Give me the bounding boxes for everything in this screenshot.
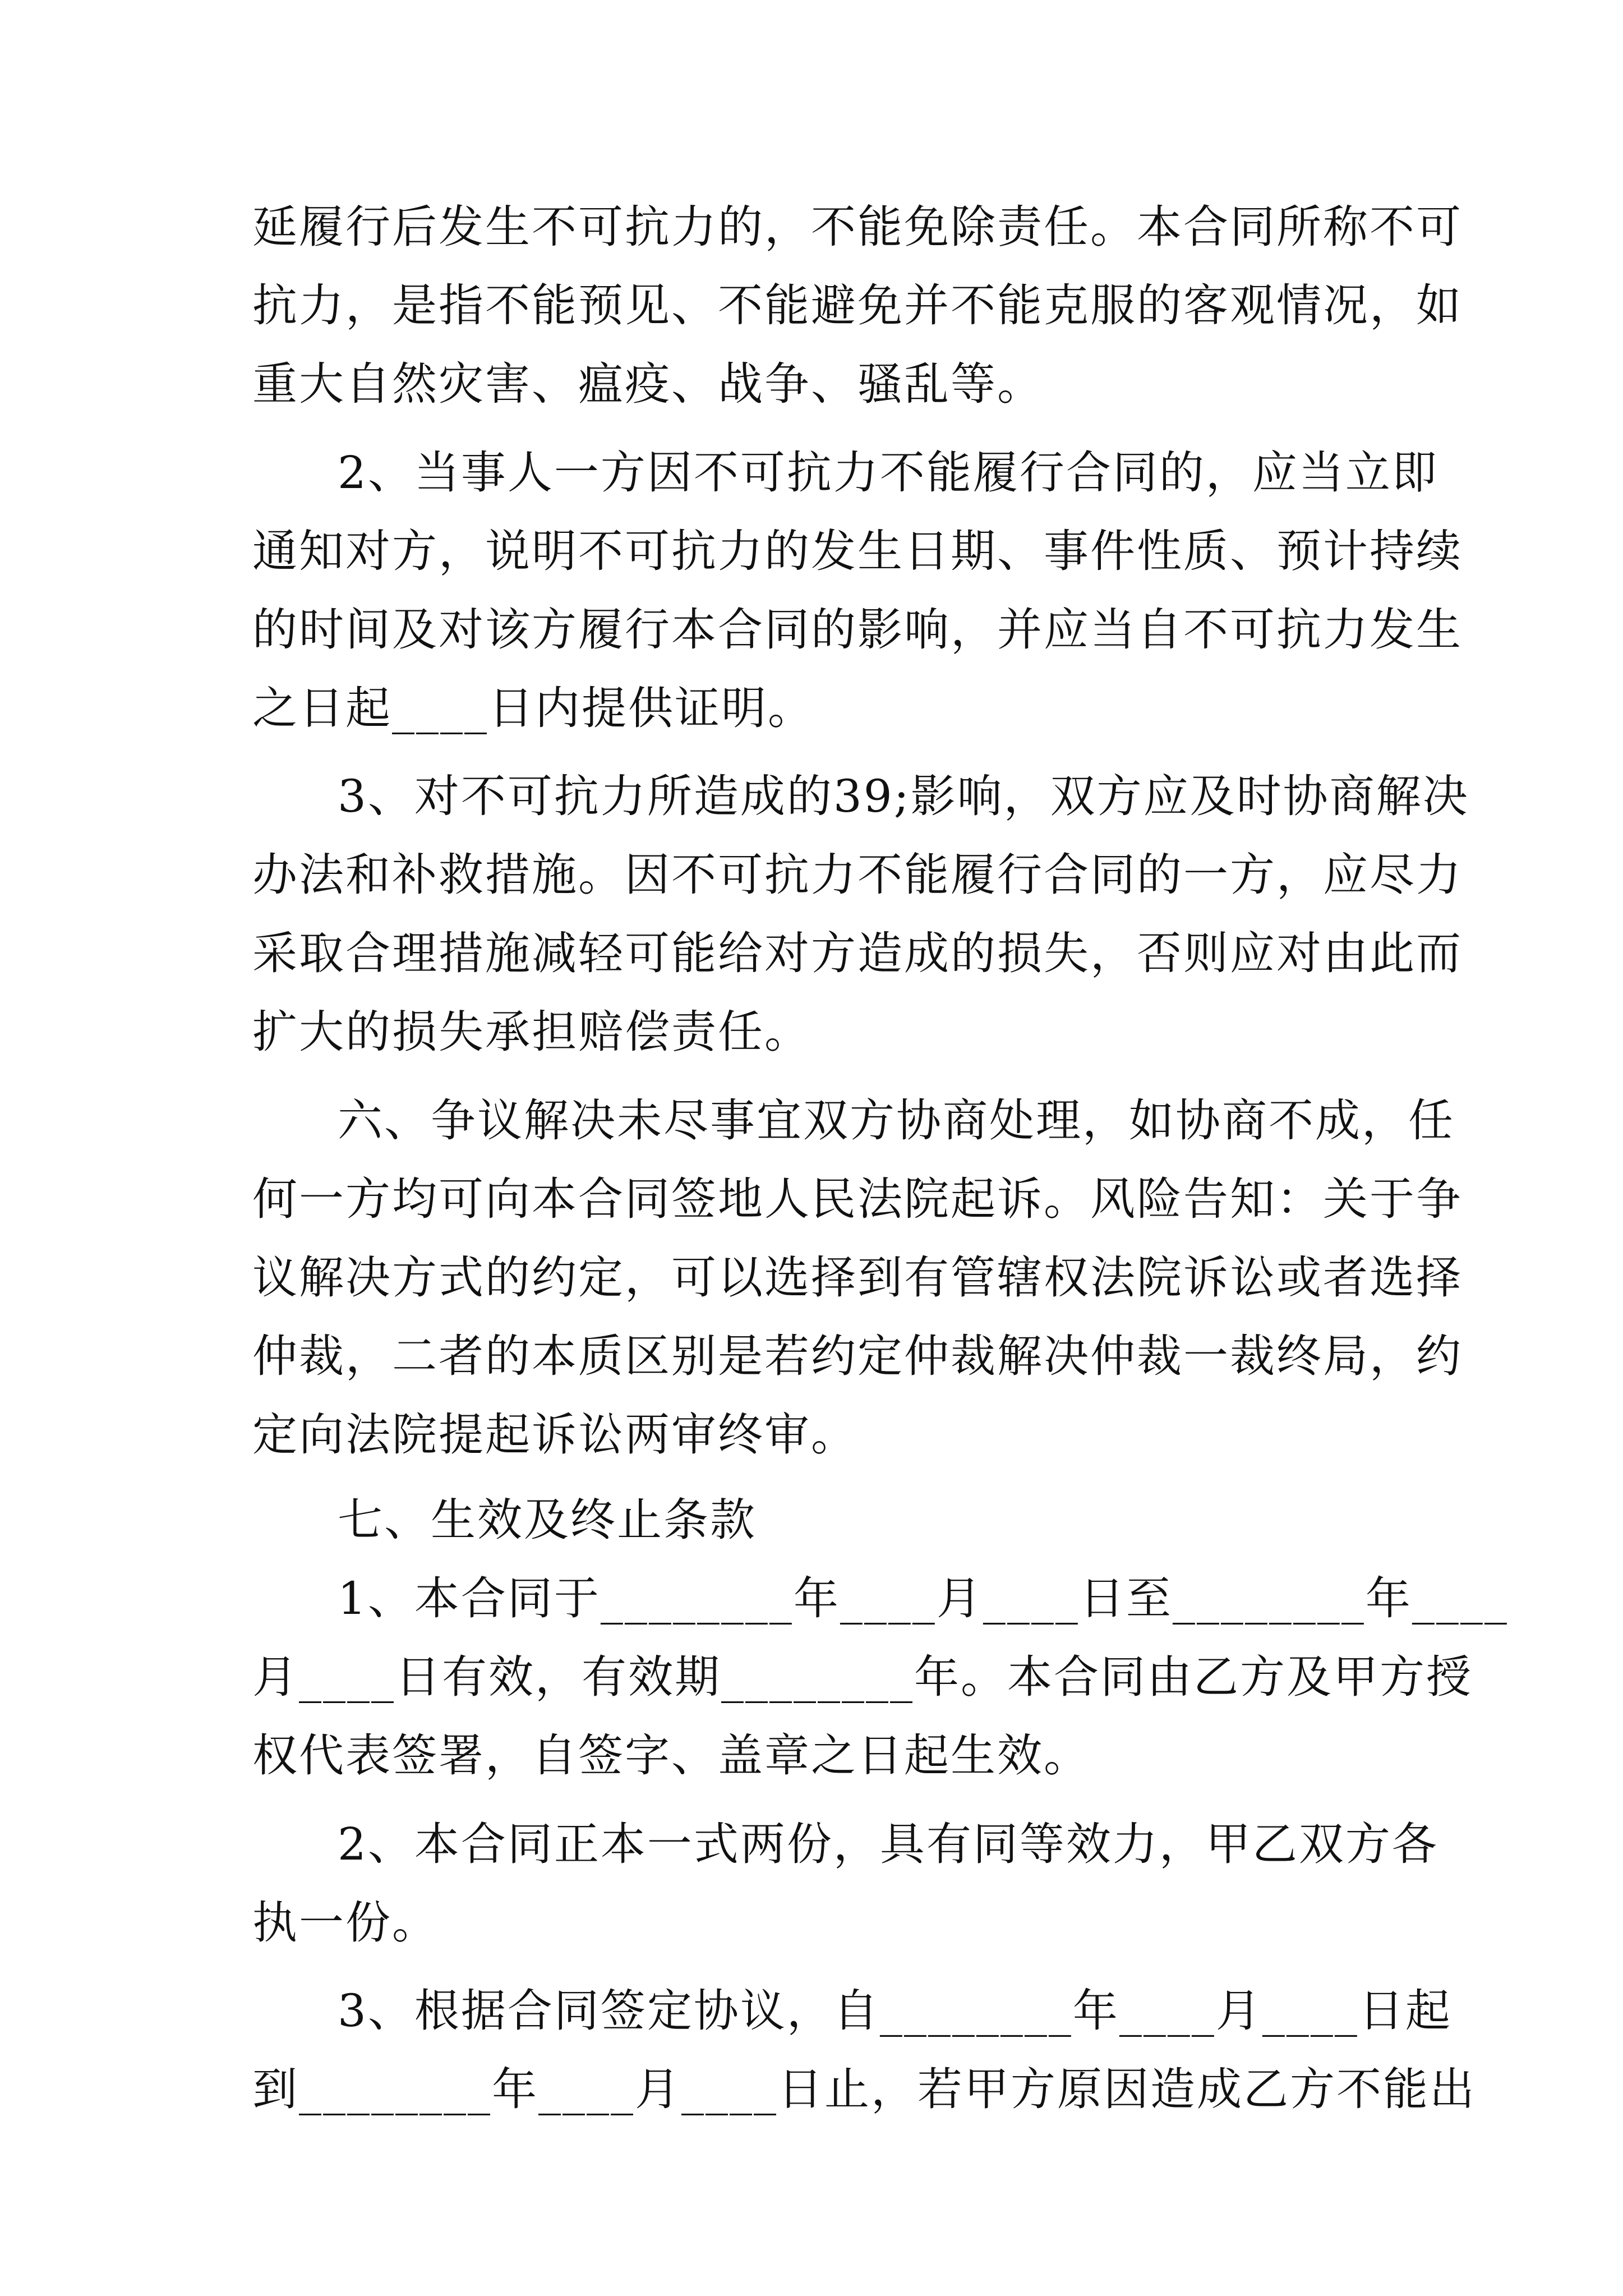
text-line: 延履行后发生不可抗力的，不能免除责任。本合同所称不可 [252, 201, 1463, 253]
text-line: 定向法院提起诉讼两审终审。 [252, 1409, 857, 1461]
text-line: 议解决方式的约定，可以选择到有管辖权法院诉讼或者选择 [252, 1251, 1463, 1304]
text-line: 扩大的损失承担赔偿责任。 [252, 1006, 811, 1058]
section-7-heading: 七、生效及终止条款 [338, 1494, 757, 1546]
text-line: 采取合理措施减轻可能给对方造成的损失，否则应对由此而 [252, 927, 1463, 979]
text-line: 办法和补救措施。因不可抗力不能履行合同的一方，应尽力 [252, 849, 1463, 901]
text-line: 重大自然灾害、瘟疫、战争、骚乱等。 [252, 358, 1044, 410]
clause-7-1-line: 1、本合同于________年____月____日至________年____ [338, 1572, 1509, 1625]
text-line: 的时间及对该方履行本合同的影响，并应当自不可抗力发生 [252, 604, 1463, 656]
text-line: 月____日有效，有效期________年。本合同由乙方及甲方授 [252, 1651, 1473, 1703]
clause-7-2-line: 2、本合同正本一式两份，具有同等效力，甲乙双方各 [338, 1818, 1438, 1870]
section-6-heading: 六、争议解决未尽事宜双方协商处理，如协商不成，任 [338, 1094, 1455, 1147]
text-line: 权代表签署，自签字、盖章之日起生效。 [252, 1729, 1090, 1782]
text-line: 何一方均可向本合同签地人民法院起诉。风险告知：关于争 [252, 1173, 1463, 1225]
paragraph-2-line: 2、当事人一方因不可抗力不能履行合同的，应当立即 [338, 447, 1438, 499]
clause-7-3-line: 3、根据合同签定协议，自________年____月____日起 [338, 1985, 1452, 2037]
text-line: 到________年____月____日止，若甲方原因造成乙方不能出 [252, 2063, 1476, 2115]
text-line: 抗力，是指不能预见、不能避免并不能克服的客观情况，如 [252, 279, 1463, 332]
text-line: 仲裁，二者的本质区别是若约定仲裁解决仲裁一裁终局，约 [252, 1330, 1463, 1382]
text-line: 执一份。 [252, 1897, 439, 1949]
paragraph-3-line: 3、对不可抗力所造成的39;影响，双方应及时协商解决 [338, 770, 1469, 822]
text-line: 通知对方，说明不可抗力的发生日期、事件性质、预计持续 [252, 525, 1463, 577]
text-line: 之日起____日内提供证明。 [252, 682, 814, 734]
